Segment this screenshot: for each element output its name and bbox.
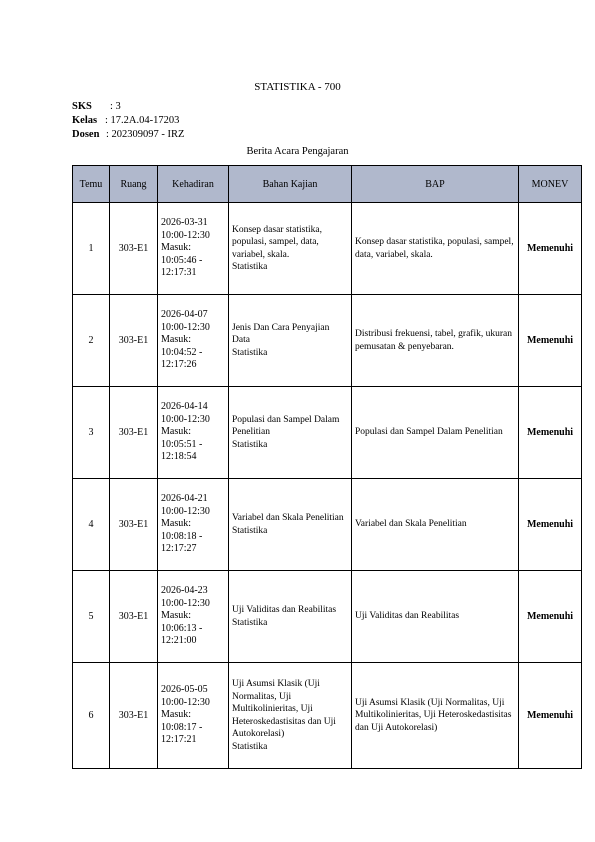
table-row [73,571,582,663]
cell-bahan-kajian [229,479,352,571]
kehadiran-tanggal: 2026-03-31 [161,217,208,229]
cell-kehadiran [158,203,229,295]
kelas-value: : 17.2A.04-17203 [105,115,180,126]
kehadiran-masuk-label: Masuk: [161,242,191,254]
cell-bahan-kajian [229,203,352,295]
bahan-kajian-matakuliah: Statistika [232,347,268,358]
cell-temu: 3 [73,387,110,479]
cell-bahan-kajian [229,571,352,663]
cell-bahan-kajian [229,663,352,769]
kehadiran-masuk: 10:05:46 - 12:17:31 [161,254,203,279]
table-row [73,295,582,387]
dosen-value: : 202309097 - IRZ [106,129,185,140]
cell-kehadiran [158,571,229,663]
cell-ruang: 303-E1 [110,663,158,769]
bahan-kajian-text: Konsep dasar statistika, populasi, sampel, data, variabel, skala. [232,224,322,260]
kehadiran-masuk-label: Masuk: [161,518,191,530]
cell-ruang: 303-E1 [110,387,158,479]
kelas-line [72,114,179,128]
cell-monev: Memenuhi [519,663,582,769]
cell-temu: 6 [73,663,110,769]
kehadiran-tanggal: 2026-04-21 [161,493,208,505]
bahan-kajian-text: Jenis Dan Cara Penyajian Data [232,322,330,346]
bahan-kajian-matakuliah: Statistika [232,439,268,450]
kelas-label: Kelas [72,115,98,126]
bahan-kajian-text: Uji Asumsi Klasik (Uji Normalitas, Uji Multikolinieritas, Uji Heteroskedastisitas dan Uji Autokorelasi) [232,679,336,739]
cell-bahan-kajian [229,295,352,387]
kehadiran-masuk-label: Masuk: [161,426,191,438]
sks-label: SKS [72,101,92,112]
kehadiran-jam: 10:00-12:30 [161,597,210,609]
bahan-kajian-text: Populasi dan Sampel Dalam Penelitian [232,414,340,438]
sks-line [72,100,121,114]
bahan-kajian-matakuliah: Statistika [232,525,268,536]
kehadiran-masuk: 10:05:51 - 12:18:54 [161,438,203,463]
cell-monev: Memenuhi [519,479,582,571]
header-ruang: Ruang [110,166,158,203]
cell-monev: Memenuhi [519,203,582,295]
kehadiran-masuk: 10:06:13 - 12:21:00 [161,622,203,647]
dosen-line [72,128,184,142]
cell-temu: 4 [73,479,110,571]
document-title: STATISTIKA - 700 [254,81,341,93]
kehadiran-masuk-label: Masuk: [161,334,191,346]
kehadiran-tanggal: 2026-04-07 [161,309,208,321]
kehadiran-tanggal: 2026-05-05 [161,684,208,696]
kehadiran-jam: 10:00-12:30 [161,413,210,425]
cell-kehadiran [158,663,229,769]
cell-ruang: 303-E1 [110,295,158,387]
cell-ruang: 303-E1 [110,571,158,663]
bap-table [72,165,582,769]
kehadiran-masuk: 10:04:52 - 12:17:26 [161,346,203,371]
cell-monev: Memenuhi [519,295,582,387]
table-row [73,663,582,769]
bahan-kajian-text: Variabel dan Skala Penelitian [232,513,344,523]
bahan-kajian-matakuliah: Statistika [232,741,268,752]
cell-temu: 1 [73,203,110,295]
kehadiran-jam: 10:00-12:30 [161,229,210,241]
cell-bap: Konsep dasar statistika, populasi, sampel, data, variabel, skala. [352,203,519,295]
document-subtitle: Berita Acara Pengajaran [246,146,349,157]
table-row [73,203,582,295]
kehadiran-jam: 10:00-12:30 [161,321,210,333]
cell-bap: Distribusi frekuensi, tabel, grafik, ukuran pemusatan & penyebaran. [352,295,519,387]
cell-bahan-kajian [229,387,352,479]
cell-bap: Variabel dan Skala Penelitian [352,479,519,571]
cell-bap: Uji Validitas dan Reabilitas [352,571,519,663]
header-bap: BAP [352,166,519,203]
bahan-kajian-matakuliah: Statistika [232,262,268,272]
kehadiran-masuk: 10:08:17 - 12:17:21 [161,721,203,746]
cell-bap: Populasi dan Sampel Dalam Penelitian [352,387,519,479]
kehadiran-jam: 10:00-12:30 [161,696,210,708]
table-header-row [73,166,582,203]
header-temu: Temu [73,166,110,203]
cell-kehadiran [158,479,229,571]
header-bahan-kajian: Bahan Kajian [229,166,352,203]
kehadiran-masuk-label: Masuk: [161,610,191,622]
cell-kehadiran [158,295,229,387]
sks-value: : 3 [110,101,121,112]
kehadiran-masuk: 10:08:18 - 12:17:27 [161,530,203,555]
cell-monev: Memenuhi [519,387,582,479]
header-kehadiran: Kehadiran [158,166,229,203]
cell-ruang: 303-E1 [110,203,158,295]
cell-monev: Memenuhi [519,571,582,663]
table-row [73,387,582,479]
table-row [73,479,582,571]
bahan-kajian-matakuliah: Statistika [232,617,268,628]
bahan-kajian-text: Uji Validitas dan Reabilitas [232,605,337,615]
cell-ruang: 303-E1 [110,479,158,571]
kehadiran-jam: 10:00-12:30 [161,505,210,517]
cell-kehadiran [158,387,229,479]
dosen-label: Dosen [72,129,100,140]
header-monev: MONEV [519,166,582,203]
cell-temu: 2 [73,295,110,387]
kehadiran-tanggal: 2026-04-23 [161,585,208,597]
kehadiran-tanggal: 2026-04-14 [161,401,208,413]
kehadiran-masuk-label: Masuk: [161,709,191,721]
cell-bap: Uji Asumsi Klasik (Uji Normalitas, Uji Multikolinieritas, Uji Heteroskedastisitas dan Uji Autokorelasi) [352,663,519,769]
cell-temu: 5 [73,571,110,663]
